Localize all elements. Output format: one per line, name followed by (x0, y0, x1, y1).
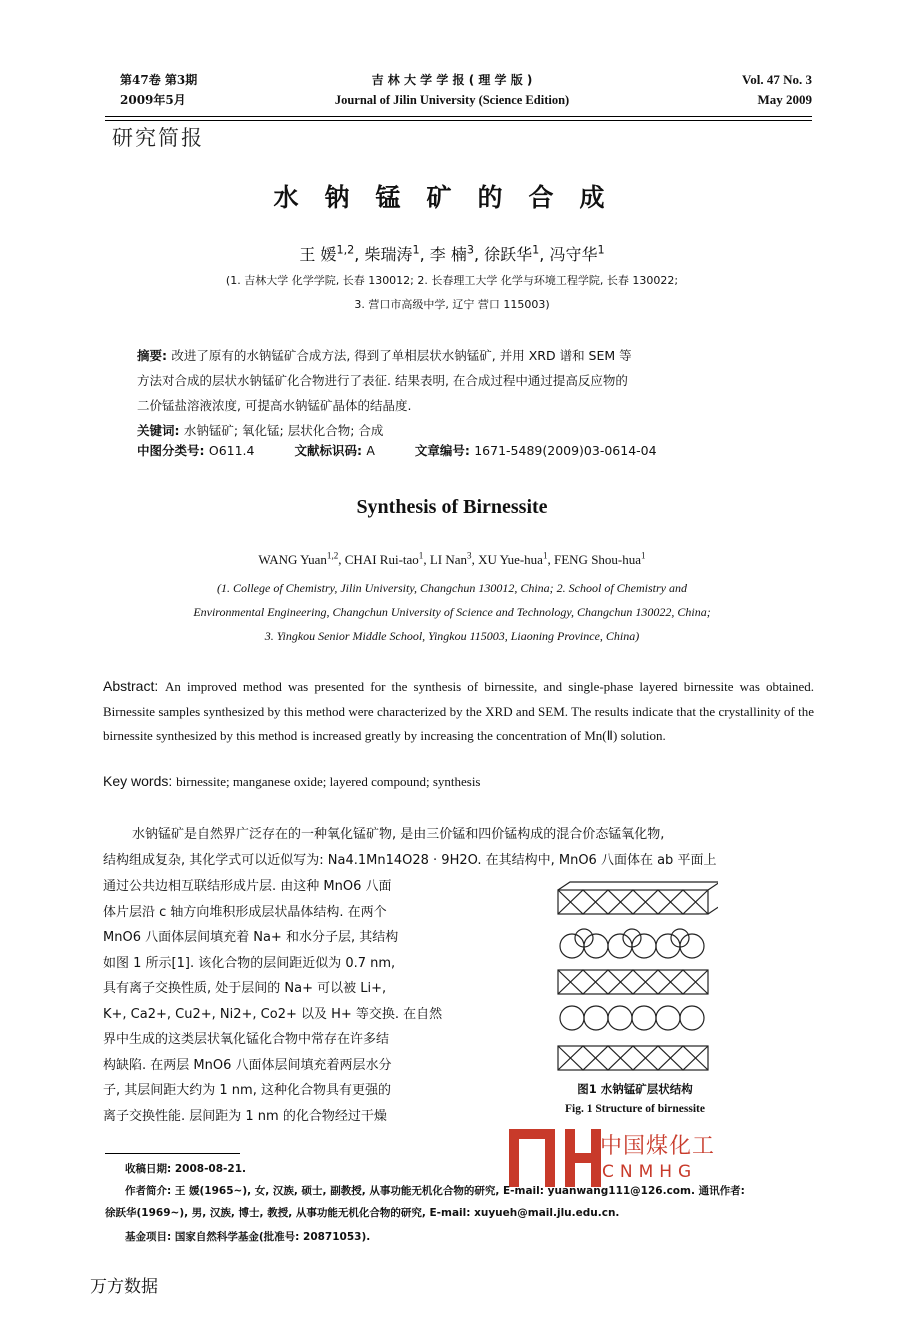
author-en-5: FENG Shou-hua (554, 552, 642, 567)
header-left-line2: 2009年5月 (120, 93, 186, 107)
abstract-cn-line3: 二价锰盐溶液浓度, 可提高水钠锰矿晶体的结晶度. (137, 398, 412, 413)
footnote-received: 收稿日期: 2008-08-21. (125, 1163, 247, 1175)
author-cn-3-sup: 3 (466, 243, 474, 257)
author-en-3-sup: 3 (467, 550, 472, 561)
footnote-rule (105, 1153, 240, 1154)
header-left-line1: 第47卷 第3期 (120, 73, 198, 87)
body-line: K+, Ca2+, Cu2+, Ni2+, Co2+ 以及 H+ 等交换. 在自然 (103, 1006, 443, 1022)
author-en-5-sup: 1 (641, 550, 646, 561)
abstract-en-label: Abstract: (103, 678, 165, 694)
keywords-en-text: birnessite; manganese oxide; layered compound; synthesis (176, 774, 481, 789)
octahedral-layer-2 (558, 970, 708, 994)
footnote-author-intro: 作者简介: 王 媛(1965~), 女, 汉族, 硕士, 副教授, 从事功能无机化合物的研究, E-mail: yuanwang111@126.com. 通讯作者: (125, 1185, 745, 1197)
author-cn-4: 徐跃华 (484, 245, 533, 264)
body-line: 通过公共边相互联结形成片层. 由这种 MnO6 八面 (103, 879, 392, 894)
affiliation-en-line1: (1. College of Chemistry, Jilin University, Changchun 130012, China; 2. School of Chemistry and (217, 581, 687, 595)
body-line: 具有离子交换性质, 处于层间的 Na+ 可以被 Li+, (103, 981, 387, 996)
header-volume-issue (120, 70, 197, 110)
author-en-4: XU Yue-hua (478, 552, 543, 567)
body-line: 子, 其层间距大约为 1 nm, 这种化合物具有更强的 (103, 1083, 391, 1098)
author-cn-5-sup: 1 (597, 243, 605, 257)
abstract-cn-label: 摘要: (137, 348, 172, 363)
body-line: 离子交换性能. 层间距为 1 nm 的化合物经过干燥 (103, 1108, 387, 1124)
author-en-4-sup: 1 (542, 550, 548, 561)
affiliation-cn-line1: (1. 吉林大学 化学学院, 长春 130012; 2. 长春理工大学 化学与环境工程学院, 长春 130022; (225, 274, 679, 287)
body-line: 体片层沿 c 轴方向堆积形成层状晶体结构. 在两个 (103, 904, 387, 920)
keywords-en-label: Key words: (103, 773, 177, 789)
header-rule-thick (105, 116, 812, 117)
doc-code-value: A (366, 443, 375, 458)
author-cn-1-sup: 1,2 (336, 243, 355, 257)
water-layer-2 (560, 1006, 704, 1030)
header-journal-cn: 吉 林 大 学 学 报 ( 理 学 版 ) (371, 73, 533, 87)
body-p1-line2: 结构组成复杂, 其化学式可以近似写为: Na4.1Mn14O28 · 9H2O. 在其结构中, MnO6 八面体在 ab 平面上 (103, 853, 717, 868)
authors-cn: 王 媛$^{1,2}$, 柴瑞涛$^1$, 李 楠$^3$, 徐跃华$^1$, 冯守华$^1$ (299, 243, 605, 264)
affiliation-en-line2: Environmental Engineering, Changchun University of Science and Technology, Changchun 130022, China; (193, 605, 711, 619)
water-layer-1 (560, 929, 704, 958)
keywords-cn-label: 关键词: (137, 423, 184, 438)
abstract-cn-line2: 方法对合成的层状水钠锰矿化合物进行了表征. 结果表明, 在合成过程中通过提高反应物的 (137, 373, 628, 388)
author-cn-4-sup: 1 (532, 243, 540, 257)
footnote-fund: 基金项目: 国家自然科学基金(批准号: 20871053). (125, 1231, 371, 1243)
author-en-2: CHAI Rui-tao (344, 552, 419, 567)
abstract-en (103, 674, 814, 749)
header-rule-thin (105, 120, 812, 121)
header-right-line2: May 2009 (757, 92, 812, 107)
figure-caption-cn: 图1 水钠锰矿层状结构 (577, 1082, 693, 1096)
body-line: 如图 1 所示[1]. 该化合物的层间距近似为 0.7 nm, (103, 955, 396, 971)
author-cn-3: 李 楠 (429, 245, 467, 264)
clc-label: 中图分类号: (137, 443, 209, 458)
author-cn-1: 王 媛 (299, 245, 337, 264)
header-journal (300, 70, 604, 110)
author-cn-5: 冯守华 (549, 245, 598, 264)
title-cn: 水钠锰矿的合成 (273, 183, 631, 212)
author-cn-2-sup: 1 (412, 243, 420, 257)
keywords-cn: 水钠锰矿; 氧化锰; 层状化合物; 合成 (183, 423, 384, 438)
keywords-en (103, 773, 481, 790)
watermark-cn: 中国煤化工 (600, 1134, 716, 1159)
body-p1-line1: 水钠锰矿是自然界广泛存在的一种氧化锰矿物, 是由三价锰和四价锰构成的混合价态锰氧化物, (132, 827, 665, 842)
classification-row (137, 441, 693, 459)
body-column (103, 874, 463, 1129)
watermark-en: CNMHG (602, 1162, 698, 1182)
abstract-cn (137, 343, 787, 443)
title-en: Synthesis of Birnessite (356, 496, 548, 518)
body-line: MnO6 八面体层间填充着 Na+ 和水分子层, 其结构 (103, 930, 399, 945)
author-en-1: WANG Yuan (258, 552, 327, 567)
section-label: 研究简报 (112, 126, 204, 150)
clc-value: O611.4 (208, 443, 255, 458)
octahedral-layer-1 (558, 882, 718, 914)
affiliation-en-line3: 3. Yingkou Senior Middle School, Yingkou 115003, Liaoning Province, China) (264, 629, 640, 643)
article-no-value: 1671-5489(2009)03-0614-04 (474, 443, 657, 458)
header-right-line1: Vol. 47 No. 3 (742, 72, 812, 87)
author-en-3: LI Nan (429, 552, 468, 567)
source-mark: 万方数据 (90, 1277, 158, 1297)
figure-caption-en: Fig. 1 Structure of birnessite (564, 1103, 705, 1115)
octahedral-layer-3 (558, 1046, 708, 1070)
affiliation-cn-line2: 3. 营口市高级中学, 辽宁 营口 115003) (354, 298, 550, 311)
authors-en: WANG Yuan$^{1,2}$, CHAI Rui-tao$^1$, LI Nan$^3$, XU Yue-hua$^1$, FENG Shou-hua$^1$ (258, 550, 646, 567)
birnessite-structure-figure (548, 860, 718, 1074)
body-line: 构缺陷. 在两层 MnO6 八面体层间填充着两层水分 (103, 1057, 392, 1073)
author-en-2-sup: 1 (418, 550, 424, 561)
abstract-cn-line1: 改进了原有的水钠锰矿合成方法, 得到了单相层状水钠锰矿, 并用 XRD 谱和 SEM 等 (171, 348, 632, 363)
article-no-label: 文章编号: (414, 443, 475, 458)
footnote-author-intro-2: 徐跃华(1969~), 男, 汉族, 博士, 教授, 从事功能无机化合物的研究, E-mail: xuyueh@mail.jlu.edu.cn. (105, 1207, 620, 1219)
author-en-1-sup: 1,2 (326, 550, 339, 561)
header-vol-en (680, 70, 812, 110)
doc-code-label: 文献标识码: (294, 443, 367, 458)
header-journal-en: Journal of Jilin University (Science Edition) (334, 93, 570, 107)
body-line: 界中生成的这类层状氧化锰化合物中常存在许多结 (103, 1032, 390, 1047)
author-cn-2: 柴瑞涛 (364, 245, 413, 264)
abstract-en-text: An improved method was presented for the synthesis of birnessite, and single-phase layered birnessite was obtained. Birnessite samples synthesized by this method were characterized by the XRD and SEM. The results indicate that the crystallinity of the birnessite synthesized by this method is increased greatly by increasing the concentration of Mn(Ⅱ) solution. (103, 679, 814, 743)
